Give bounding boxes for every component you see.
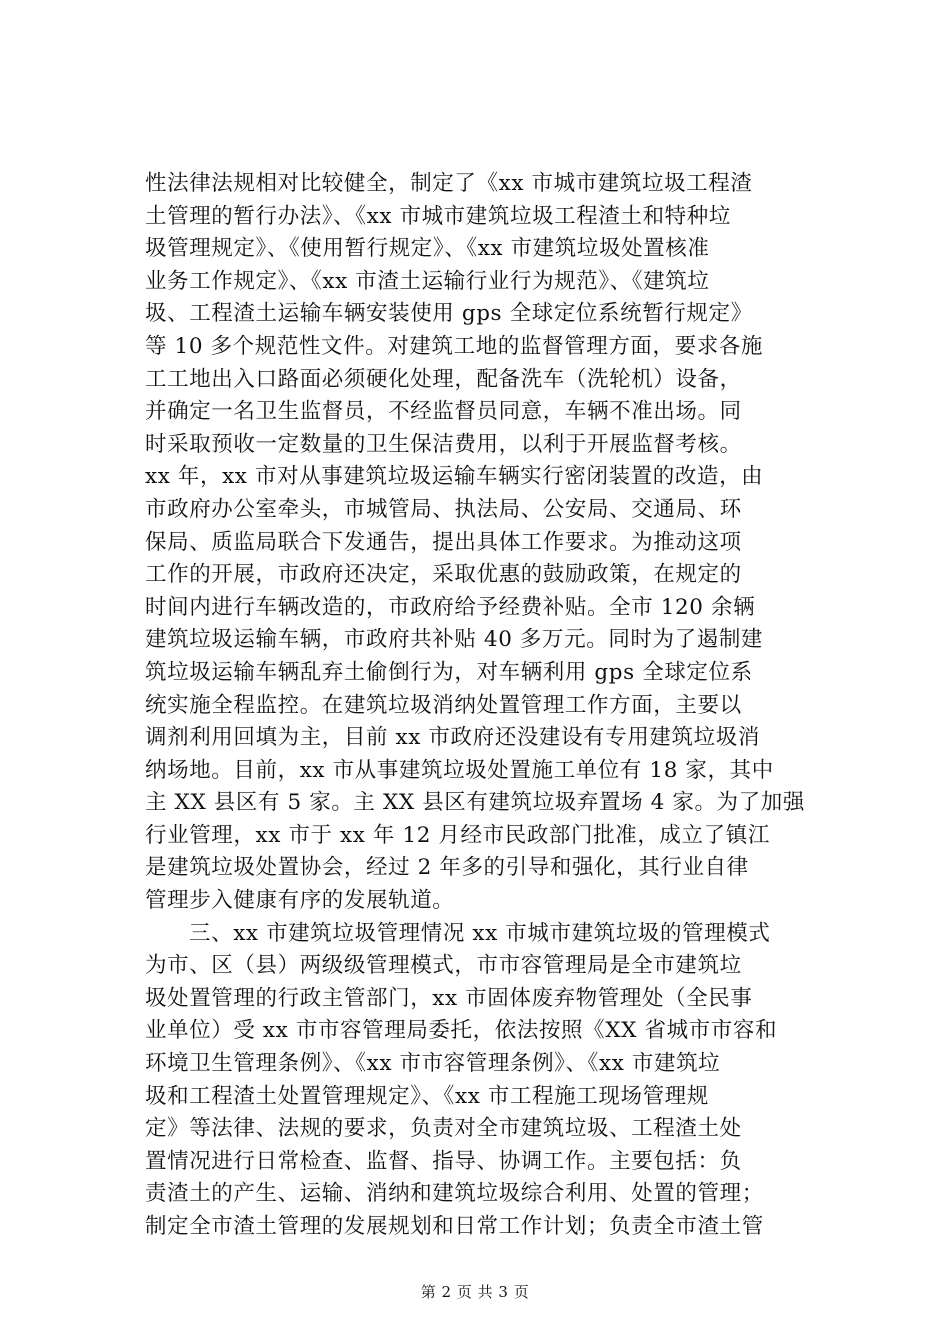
page-number-label: 第 2 页 共 3 页: [420, 1283, 530, 1301]
text-line: 管理步入健康有序的发展轨道。: [145, 888, 455, 914]
text-line: 行业管理，xx 市于 xx 年 12 月经市民政部门批准，成立了镇江: [145, 822, 770, 848]
text-line: xx 年，xx 市对从事建筑垃圾运输车辆实行密闭装置的改造，由: [145, 464, 764, 490]
text-line: 置情况进行日常检查、监督、指导、协调工作。主要包括：负: [145, 1148, 742, 1174]
text-line: 圾管理规定》、《使用暂行规定》、《xx 市建筑垃圾处置核准: [145, 236, 710, 262]
text-line: 时采取预收一定数量的卫生保洁费用，以利于开展监督考核。: [145, 431, 742, 457]
text-line: 筑垃圾运输车辆乱弃土偷倒行为，对车辆利用 gps 全球定位系: [145, 659, 753, 685]
text-line: 土管理的暂行办法》、《xx 市城市建筑垃圾工程渣土和特种垃: [145, 203, 731, 229]
text-line: 圾处置管理的行政主管部门，xx 市固体废弃物管理处（全民事: [145, 985, 753, 1011]
text-line: 保局、质监局联合下发通告，提出具体工作要求。为推动这项: [145, 529, 742, 555]
text-line: 是建筑垃圾处置协会，经过 2 年多的引导和强化，其行业自律: [145, 855, 749, 881]
text-line: 市政府办公室牵头，市城管局、执法局、公安局、交通局、环: [145, 496, 742, 522]
text-line: 性法律法规相对比较健全，制定了《xx 市城市建筑垃圾工程渣: [145, 171, 753, 196]
text-line: 并确定一名卫生监督员，不经监督员同意，车辆不准出场。同: [145, 399, 742, 425]
document-body: [145, 168, 835, 1244]
text-line: 时间内进行车辆改造的，市政府给予经费补贴。全市 120 余辆: [145, 594, 756, 620]
text-line: 圾、工程渣土运输车辆安装使用 gps 全球定位系统暂行规定》: [145, 301, 753, 327]
text-line: 制定全市渣土管理的发展规划和日常工作计划；负责全市渣土管: [145, 1214, 764, 1239]
text-line: 定》等法律、法规的要求，负责对全市建筑垃圾、工程渣土处: [145, 1116, 742, 1142]
text-line: 为市、区（县）两级级管理模式，市市容管理局是全市建筑垃: [145, 953, 742, 979]
text-line: 建筑垃圾运输车辆，市政府共补贴 40 多万元。同时为了遏制建: [145, 627, 764, 653]
text-line: 业单位）受 xx 市市容管理局委托，依法按照《XX 省城市市容和: [145, 1018, 778, 1044]
text-line: 工工地出入口路面必须硬化处理，配备洗车（洗轮机）设备，: [145, 366, 742, 392]
text-line: 责渣土的产生、运输、消纳和建筑垃圾综合利用、处置的管理；: [145, 1181, 764, 1207]
text-line: 圾和工程渣土处置管理规定》、《xx 市工程施工现场管理规: [145, 1083, 709, 1109]
text-line: 等 10 多个规范性文件。对建筑工地的监督管理方面，要求各施: [145, 333, 764, 359]
text-line: 环境卫生管理条例》、《xx 市市容管理条例》、《xx 市建筑垃: [145, 1051, 721, 1077]
text-line: 纳场地。目前，xx 市从事建筑垃圾处置施工单位有 18 家，其中: [145, 757, 774, 783]
text-line: 业务工作规定》、《xx 市渣土运输行业行为规范》、《建筑垃: [145, 268, 710, 294]
text-line: 工作的开展，市政府还决定，采取优惠的鼓励政策，在规定的: [145, 562, 742, 588]
text-line: 主 XX 县区有 5 家。主 XX 县区有建筑垃圾弃置场 4 家。为了加强: [145, 790, 805, 816]
section-heading-line: 三、xx 市建筑垃圾管理情况 xx 市城市建筑垃圾的管理模式: [189, 920, 771, 946]
page-footer: [0, 1281, 950, 1302]
text-line: 调剂利用回填为主，目前 xx 市政府还没建设有专用建筑垃圾消: [145, 725, 760, 751]
text-line: 统实施全程监控。在建筑垃圾消纳处置管理工作方面，主要以: [145, 692, 742, 718]
